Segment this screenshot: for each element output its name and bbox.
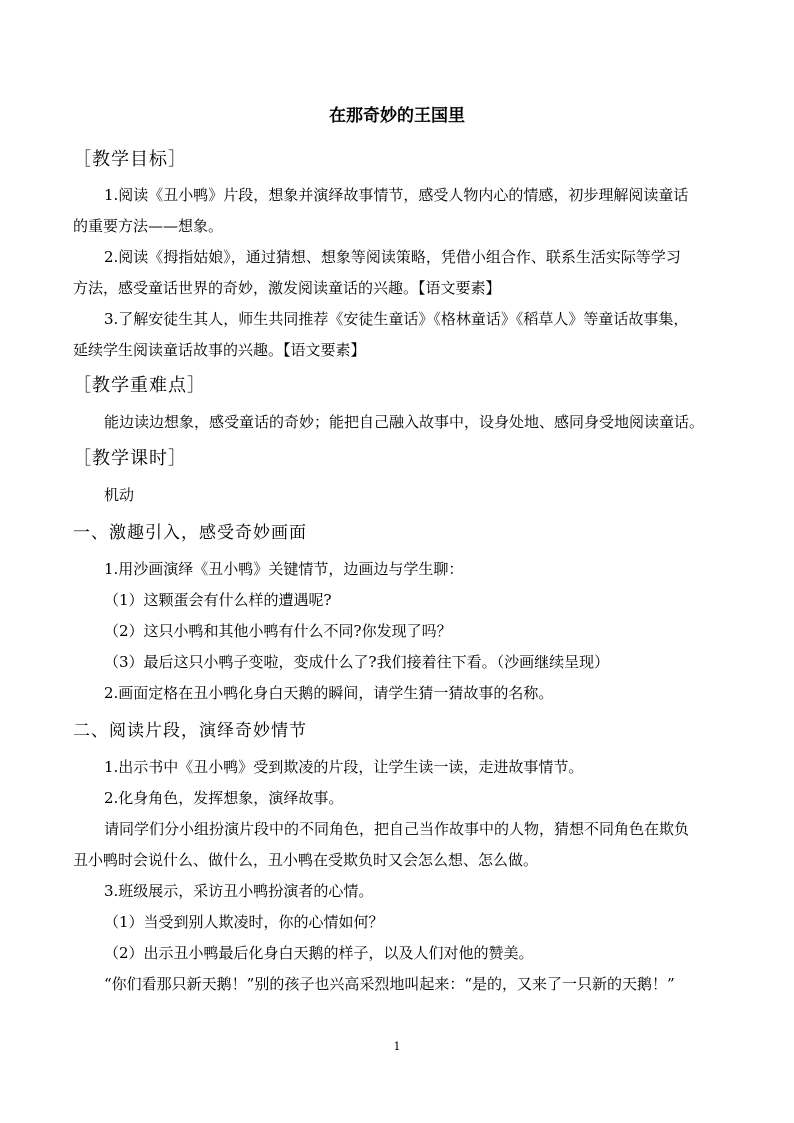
section-1-heading: 一、激趣引入，感受奇妙画面	[73, 523, 307, 543]
class-hours-heading: ［教学课时］	[73, 448, 187, 469]
goal-3-line-1: 3.了解安徒生其人，师生共同推荐《安徒生童话》《格林童话》《稻草人》等童话故事集，	[104, 310, 689, 328]
section-2-quote: “你们看那只新天鹅！”别的孩子也兴高采烈地叫起来：“是的，又来了一只新的天鹅！”	[104, 975, 675, 993]
key-points-heading: ［教学重难点］	[73, 375, 206, 396]
goal-2-line-2: 方法，感受童话世界的奇妙，激发阅读童话的兴趣。【语文要素】	[73, 279, 501, 297]
section-2-question-2: （2）出示丑小鸭最后化身白天鹅的样子，以及人们对他的赞美。	[104, 944, 534, 962]
key-points-text: 能边读边想象，感受童话的奇妙；能把自己融入故事中，设身处地、感同身受地阅读童话。	[104, 413, 705, 431]
section-2-step-1: 1.出示书中《丑小鸭》受到欺凌的片段，让学生读一读，走进故事情节。	[104, 758, 584, 776]
document-title: 在那奇妙的王国里	[329, 106, 465, 126]
section-1-question-3: （3）最后这只小鸭子变啦，变成什么了?我们接着往下看。（沙画继续呈现）	[104, 653, 610, 671]
goal-2-line-1: 2.阅读《拇指姑娘》，通过猜想、想象等阅读策略，凭借小组合作、联系生活实际等学习	[104, 248, 681, 266]
section-2-heading: 二、阅读片段，演绎奇妙情节	[73, 721, 307, 741]
section-2-paragraph-line-1: 请同学们分小组扮演片段中的不同角色，把自己当作故事中的人物，猜想不同角色在欺负	[104, 820, 690, 838]
section-2-step-3: 3.班级展示，采访丑小鸭扮演者的心情。	[104, 882, 374, 900]
page-number: 1	[393, 1040, 401, 1053]
goal-3-line-2: 延续学生阅读童话故事的兴趣。【语文要素】	[73, 341, 366, 359]
class-hours-text: 机动	[104, 486, 135, 504]
goals-heading: ［教学目标］	[73, 149, 187, 170]
section-1-step-2: 2.画面定格在丑小鸭化身白天鹅的瞬间，请学生猜一猜故事的名称。	[104, 684, 554, 702]
section-1-question-2: （2）这只小鸭和其他小鸭有什么不同?你发现了吗？	[104, 622, 452, 640]
goal-1-line-2: 的重要方法——想象。	[73, 217, 224, 235]
goal-1-line-1: 1.阅读《丑小鸭》片段，想象并演绎故事情节，感受人物内心的情感，初步理解阅读童话	[104, 186, 689, 204]
section-2-question-1: （1）当受到别人欺凌时，你的心情如何？	[104, 913, 384, 931]
section-2-step-2: 2.化身角色，发挥想象，演绎故事。	[104, 789, 344, 807]
section-2-paragraph-line-2: 丑小鸭时会说什么、做什么，丑小鸭在受欺负时又会怎么想、怎么做。	[73, 851, 539, 869]
section-1-question-1: （1）这颗蛋会有什么样的遭遇呢?	[104, 591, 332, 609]
section-1-step-1: 1.用沙画演绎《丑小鸭》关键情节，边画边与学生聊：	[104, 560, 464, 578]
